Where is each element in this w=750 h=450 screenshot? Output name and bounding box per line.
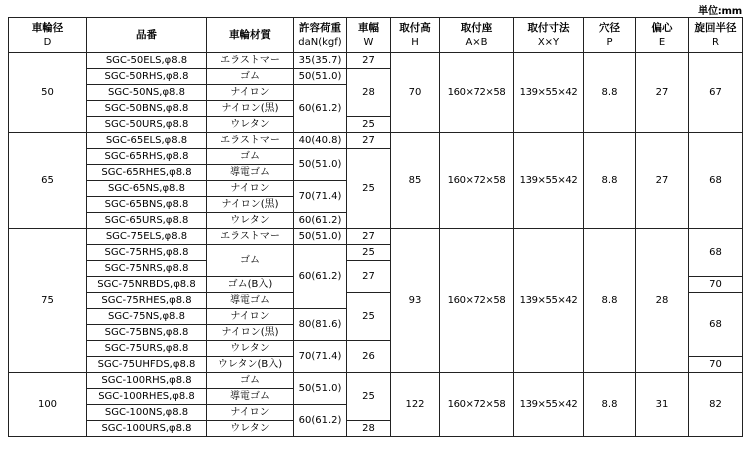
cell-seat: 160×72×58: [440, 133, 514, 229]
cell-mount: 139×55×42: [514, 53, 584, 133]
cell-width: 27: [347, 53, 391, 69]
cell-height: 122: [391, 373, 440, 437]
header-hole: [584, 18, 636, 53]
cell-code: SGC-50RHS,φ8.8: [87, 69, 207, 85]
cell-width: 27: [347, 261, 391, 293]
header-main: 取付高: [399, 21, 431, 34]
cell-material: ウレタン(B入): [207, 357, 294, 373]
cell-material: ナイロン: [207, 309, 294, 325]
cell-width: 28: [347, 421, 391, 437]
cell-width: 25: [347, 149, 391, 229]
cell-code: SGC-65BNS,φ8.8: [87, 197, 207, 213]
cell-material: ナイロン: [207, 181, 294, 197]
cell-code: SGC-75UHFDS,φ8.8: [87, 357, 207, 373]
cell-hole: 8.8: [584, 373, 636, 437]
cell-material: ゴム(B入): [207, 277, 294, 293]
cell-code: SGC-75ELS,φ8.8: [87, 229, 207, 245]
cell-radius: 82: [689, 373, 743, 437]
cell-load: 60(61.2): [294, 245, 347, 309]
header-sub: R: [712, 36, 719, 48]
cell-code: SGC-75RHS,φ8.8: [87, 245, 207, 261]
cell-hole: 8.8: [584, 53, 636, 133]
header-sub: E: [658, 36, 666, 48]
cell-load: 60(61.2): [294, 405, 347, 437]
cell-material: ゴム: [207, 69, 294, 85]
header-main: 偏心: [651, 21, 673, 34]
cell-width: 25: [347, 373, 391, 421]
cell-hole: 8.8: [584, 229, 636, 373]
cell-radius: 68: [689, 133, 743, 229]
cell-height: 85: [391, 133, 440, 229]
cell-offset: 27: [636, 53, 689, 133]
header-radius: [689, 18, 743, 53]
cell-code: SGC-75BNS,φ8.8: [87, 325, 207, 341]
cell-code: SGC-100RHES,φ8.8: [87, 389, 207, 405]
cell-code: SGC-50BNS,φ8.8: [87, 101, 207, 117]
cell-material: ナイロン: [207, 85, 294, 101]
cell-mount: 139×55×42: [514, 229, 584, 373]
cell-load: 70(71.4): [294, 181, 347, 213]
cell-material: 導電ゴム: [207, 293, 294, 309]
spec-table: [8, 17, 743, 437]
table-row: [9, 53, 743, 69]
cell-load: 35(35.7): [294, 53, 347, 69]
cell-width: 27: [347, 133, 391, 149]
cell-code: SGC-65NS,φ8.8: [87, 181, 207, 197]
cell-load: 80(81.6): [294, 309, 347, 341]
cell-code: SGC-65URS,φ8.8: [87, 213, 207, 229]
cell-diameter: 50: [9, 53, 87, 133]
cell-seat: 160×72×58: [440, 53, 514, 133]
cell-width: 27: [347, 229, 391, 245]
header-main: 取付座: [460, 21, 493, 34]
cell-material: ナイロン(黒): [207, 197, 294, 213]
cell-material: ウレタン: [207, 213, 294, 229]
cell-offset: 31: [636, 373, 689, 437]
cell-material: ウレタン: [207, 341, 294, 357]
cell-diameter: 65: [9, 133, 87, 229]
header-main: 旋回半径: [694, 21, 737, 34]
header-main: 車幅: [358, 21, 379, 34]
cell-hole: 8.8: [584, 133, 636, 229]
cell-mount: 139×55×42: [514, 373, 584, 437]
cell-material: エラストマー: [207, 229, 294, 245]
table-row: [9, 133, 743, 149]
cell-code: SGC-65ELS,φ8.8: [87, 133, 207, 149]
cell-load: 50(51.0): [294, 229, 347, 245]
cell-load: 60(61.2): [294, 85, 347, 133]
cell-load: 60(61.2): [294, 213, 347, 229]
header-row: [9, 18, 743, 53]
header-sub: D: [43, 36, 52, 48]
cell-code: SGC-100NS,φ8.8: [87, 405, 207, 421]
cell-material: ゴム: [207, 149, 294, 165]
cell-material: 導電ゴム: [207, 389, 294, 405]
cell-code: SGC-75NRS,φ8.8: [87, 261, 207, 277]
header-sub: H: [411, 36, 419, 48]
cell-material: ナイロン: [207, 405, 294, 421]
cell-load: 50(51.0): [294, 373, 347, 405]
cell-material: ゴム: [207, 245, 294, 277]
cell-code: SGC-50ELS,φ8.8: [87, 53, 207, 69]
cell-radius: 67: [689, 53, 743, 133]
cell-seat: 160×72×58: [440, 229, 514, 373]
header-diameter: [9, 18, 87, 53]
header-width: [347, 18, 391, 53]
cell-radius: 70: [689, 357, 743, 373]
cell-material: エラストマー: [207, 53, 294, 69]
table-row: [9, 229, 743, 245]
header-main: 品番: [136, 29, 157, 41]
header-sub: daN(kgf): [298, 36, 342, 48]
header-code: [87, 18, 207, 53]
header-main: 取付寸法: [527, 21, 570, 34]
cell-code: SGC-65RHS,φ8.8: [87, 149, 207, 165]
header-material: [207, 18, 294, 53]
unit-note: 単位:mm: [698, 6, 742, 17]
cell-width: 25: [347, 117, 391, 133]
header-load: [294, 18, 347, 53]
header-main: 許容荷重: [299, 21, 341, 34]
cell-code: SGC-75RHES,φ8.8: [87, 293, 207, 309]
cell-radius: 70: [689, 277, 743, 293]
cell-load: 50(51.0): [294, 149, 347, 181]
header-sub: W: [363, 36, 374, 48]
header-seat: [440, 18, 514, 53]
cell-width: 25: [347, 293, 391, 341]
cell-material: 導電ゴム: [207, 165, 294, 181]
cell-code: SGC-50NS,φ8.8: [87, 85, 207, 101]
cell-load: 70(71.4): [294, 341, 347, 373]
cell-radius: 68: [689, 293, 743, 357]
header-sub: X×Y: [537, 36, 560, 48]
cell-seat: 160×72×58: [440, 373, 514, 437]
cell-height: 70: [391, 53, 440, 133]
cell-code: SGC-75URS,φ8.8: [87, 341, 207, 357]
cell-diameter: 100: [9, 373, 87, 437]
cell-material: ウレタン: [207, 117, 294, 133]
cell-width: 28: [347, 69, 391, 117]
table-row: [9, 373, 743, 389]
header-sub: P: [606, 36, 613, 48]
cell-width: 26: [347, 341, 391, 373]
header-height: [391, 18, 440, 53]
cell-code: SGC-75NS,φ8.8: [87, 309, 207, 325]
cell-material: エラストマー: [207, 133, 294, 149]
cell-width: 25: [347, 245, 391, 261]
cell-code: SGC-50URS,φ8.8: [87, 117, 207, 133]
cell-material: ナイロン(黒): [207, 101, 294, 117]
cell-code: SGC-100URS,φ8.8: [87, 421, 207, 437]
cell-radius: 68: [689, 229, 743, 277]
header-main: 車輪材質: [229, 29, 271, 41]
header-offset: [636, 18, 689, 53]
cell-diameter: 75: [9, 229, 87, 373]
cell-height: 93: [391, 229, 440, 373]
cell-offset: 28: [636, 229, 689, 373]
cell-mount: 139×55×42: [514, 133, 584, 229]
cell-code: SGC-100RHS,φ8.8: [87, 373, 207, 389]
cell-code: SGC-75NRBDS,φ8.8: [87, 277, 207, 293]
cell-code: SGC-65RHES,φ8.8: [87, 165, 207, 181]
cell-load: 40(40.8): [294, 133, 347, 149]
cell-offset: 27: [636, 133, 689, 229]
cell-load: 50(51.0): [294, 69, 347, 85]
header-main: 車輪径: [31, 21, 64, 34]
header-main: 穴径: [599, 21, 620, 34]
header-sub: A×B: [465, 36, 488, 48]
header-mount: [514, 18, 584, 53]
cell-material: ゴム: [207, 373, 294, 389]
cell-material: ウレタン: [207, 421, 294, 437]
cell-material: ナイロン(黒): [207, 325, 294, 341]
